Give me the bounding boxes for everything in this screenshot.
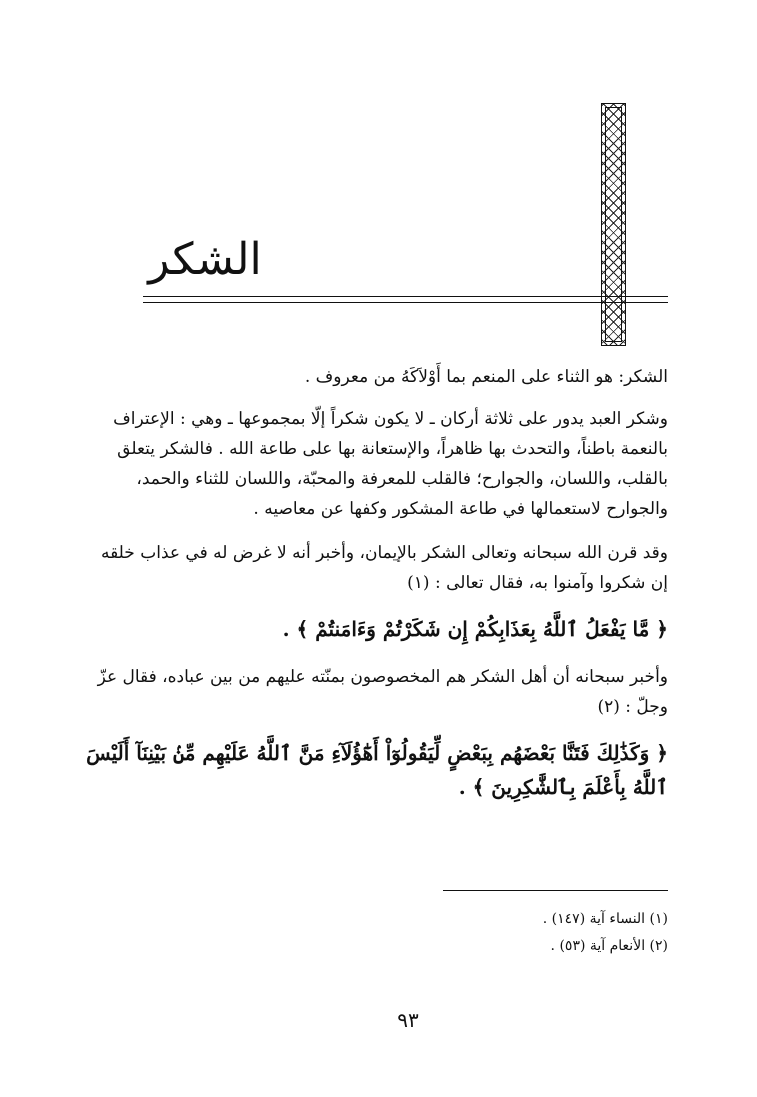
footnotes xyxy=(300,906,668,960)
chapter-ornament xyxy=(601,103,626,346)
paragraph-grateful: وأخبر سبحانه أن أهل الشكر هم المخصوصون بمنّته عليهم من بين عباده، فقال عزّ وجلّ : (٢) xyxy=(97,667,668,717)
footnote-2: (٢) الأنعام آية (٥٣) . xyxy=(550,938,668,954)
header-rule-thin xyxy=(143,302,668,303)
header-rule-thick xyxy=(143,296,668,297)
quran-verse-nisa: ﴿ مَّا يَفْعَلُ ٱللَّهُ بِعَذَابِكُمْ إِن شَكَرْتُمْ وَءَامَنتُمْ ﴾ . xyxy=(282,617,668,641)
definition-paragraph: الشكر: هو الثناء على المنعم بما أَوْلاَكَهُ من معروف . xyxy=(304,367,668,387)
paragraph-faith: وقد قرن الله سبحانه وتعالى الشكر بالإيمان، وأخبر أنه لا غرض له في عذاب خلقه إن شكروا وآمنوا به، فقال تعالى : (١) xyxy=(100,543,668,593)
body-text xyxy=(82,362,668,820)
footnote-separator xyxy=(443,890,668,891)
ornament-border xyxy=(605,107,622,342)
paragraph-pillars: وشكر العبد يدور على ثلاثة أركان ـ لا يكون شكراً إلّا بمجموعها ـ وهي : الإعتراف بالنعمة باطناً، والتحدث بها ظاهراً، والإستعانة بها على طاعة الله . فالشكر يتعلق بالقلب، واللسان، والجوارح؛ فالقلب للمعرفة والمحبّة، واللسان للثناء والحمد، والجوارح لاستعمالها في طاعة المشكور وكفها عن معاصيه . xyxy=(113,409,668,519)
quran-verse-anam: ﴿ وَكَذَٰلِكَ فَتَنَّا بَعْضَهُم بِبَعْضٍ لِّيَقُولُوٓاْ أَهَٰٓؤُلَآءِ مَنَّ ٱللَّهُ عَلَيْهِم مِّنۢ بَيْنِنَآ أَلَيْسَ ٱللَّهُ بِأَعْلَمَ بِٱلشَّٰكِرِينَ ﴾ . xyxy=(86,741,668,799)
chapter-title: الشكر xyxy=(148,234,262,285)
footnote-1: (١) النساء آية (١٤٧) . xyxy=(542,911,668,927)
page-number: ٩٣ xyxy=(397,1008,419,1032)
